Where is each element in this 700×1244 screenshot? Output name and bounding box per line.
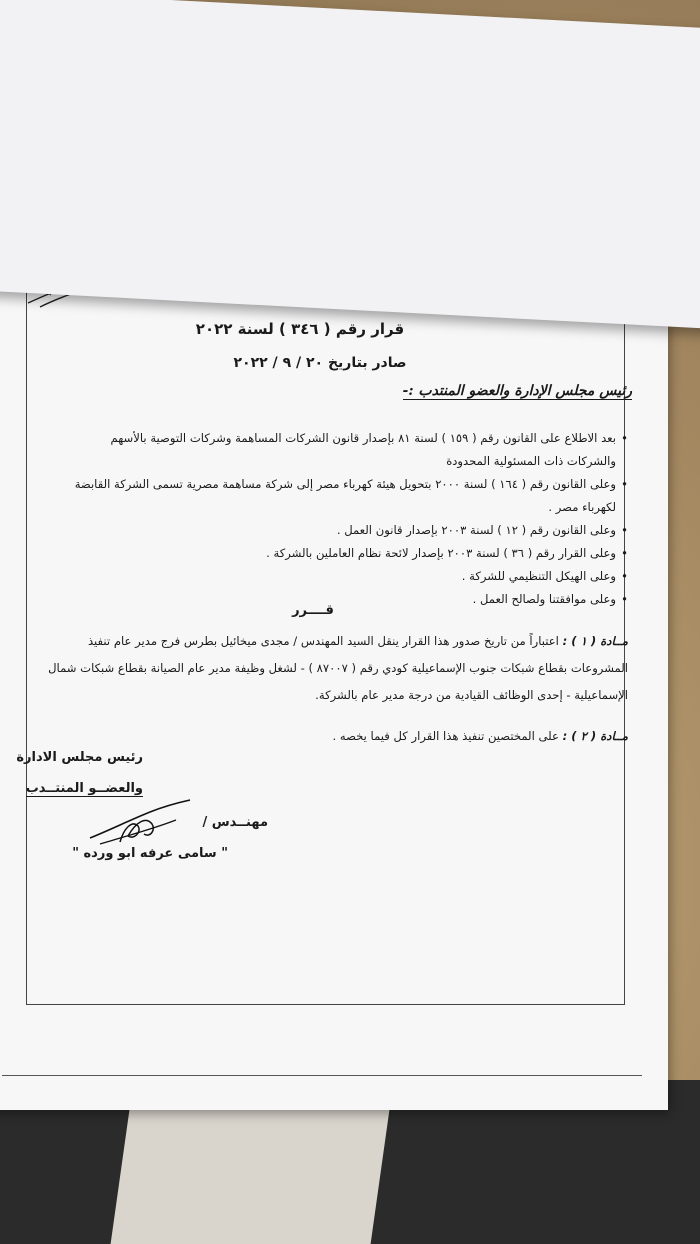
article-2	[48, 723, 628, 750]
chairman-heading: رئيس مجلس الإدارة والعضو المنتدب :-	[402, 383, 632, 399]
article-1	[48, 628, 628, 709]
decides-heading: قــــرر	[292, 603, 334, 618]
article-2-text: على المختصين تنفيذ هذا القرار كل فيما يخصه .	[332, 729, 559, 743]
signatory-name: " سامى عرفه ابو ورده "	[72, 846, 228, 861]
list-item: • وعلى القرار رقم ( ٣٦ ) لسنة ٢٠٠٣ بإصدار لائحة نظام العاملين بالشركة .	[58, 542, 628, 565]
light-cloth	[111, 1110, 390, 1244]
bottom-rule	[2, 1075, 642, 1076]
list-item: • وعلى موافقتنا ولصالح العمل .	[58, 588, 628, 611]
signature-title: رئيس مجلس الادارة	[16, 750, 143, 765]
list-item: • بعد الاطلاع على القانون رقم ( ١٥٩ ) لسنة ٨١ بإصدار قانون الشركات المساهمة وشركات التوصية بالأسهم والشركات ذات المسئولية المحدودة	[58, 427, 628, 473]
article-2-label: مــادة ( ٢ ) :	[562, 729, 628, 743]
signature-role: والعضــو المنتــدب	[25, 781, 143, 796]
list-item: • وعلى القانون رقم ( ١٢ ) لسنة ٢٠٠٣ بإصدار قانون العمل .	[58, 519, 628, 542]
handwritten-signature	[80, 790, 200, 850]
decision-number: قرار رقم ( ٣٤٦ ) لسنة ٢٠٢٢	[195, 320, 405, 338]
article-1-label: مــادة ( ١ ) :	[562, 634, 628, 648]
clauses-list	[58, 427, 628, 611]
signature-engineer-label: مهنــدس /	[202, 815, 268, 830]
decision-date: صادر بتاريخ ٢٠ / ٩ / ٢٠٢٢	[233, 355, 407, 371]
list-item: • وعلى الهيكل التنظيمي للشركة .	[58, 565, 628, 588]
article-1-text: اعتباراً من تاريخ صدور هذا القرار ينقل السيد المهندس / مجدى ميخائيل بطرس فرج مدير عام تنفيذ المشروعات بقطاع شبكات جنوب الإسماعيلية كودي رقم ( ٨٧٠٠٧ ) - لشغل وظيفة مدير عام الصيانة بقطاع شبكات شمال الإسماعيلية - إحدى الوظائف القيادية من درجة مدير عام بالشركة.	[48, 634, 628, 702]
document-sheet	[0, 205, 668, 1110]
list-item: • وعلى القانون رقم ( ١٦٤ ) لسنة ٢٠٠٠ بتحويل هيئة كهرباء مصر إلى شركة مساهمة مصرية تسمى الشركة القابضة لكهرباء مصر .	[58, 473, 628, 519]
top-paper-sheet	[0, 0, 700, 329]
